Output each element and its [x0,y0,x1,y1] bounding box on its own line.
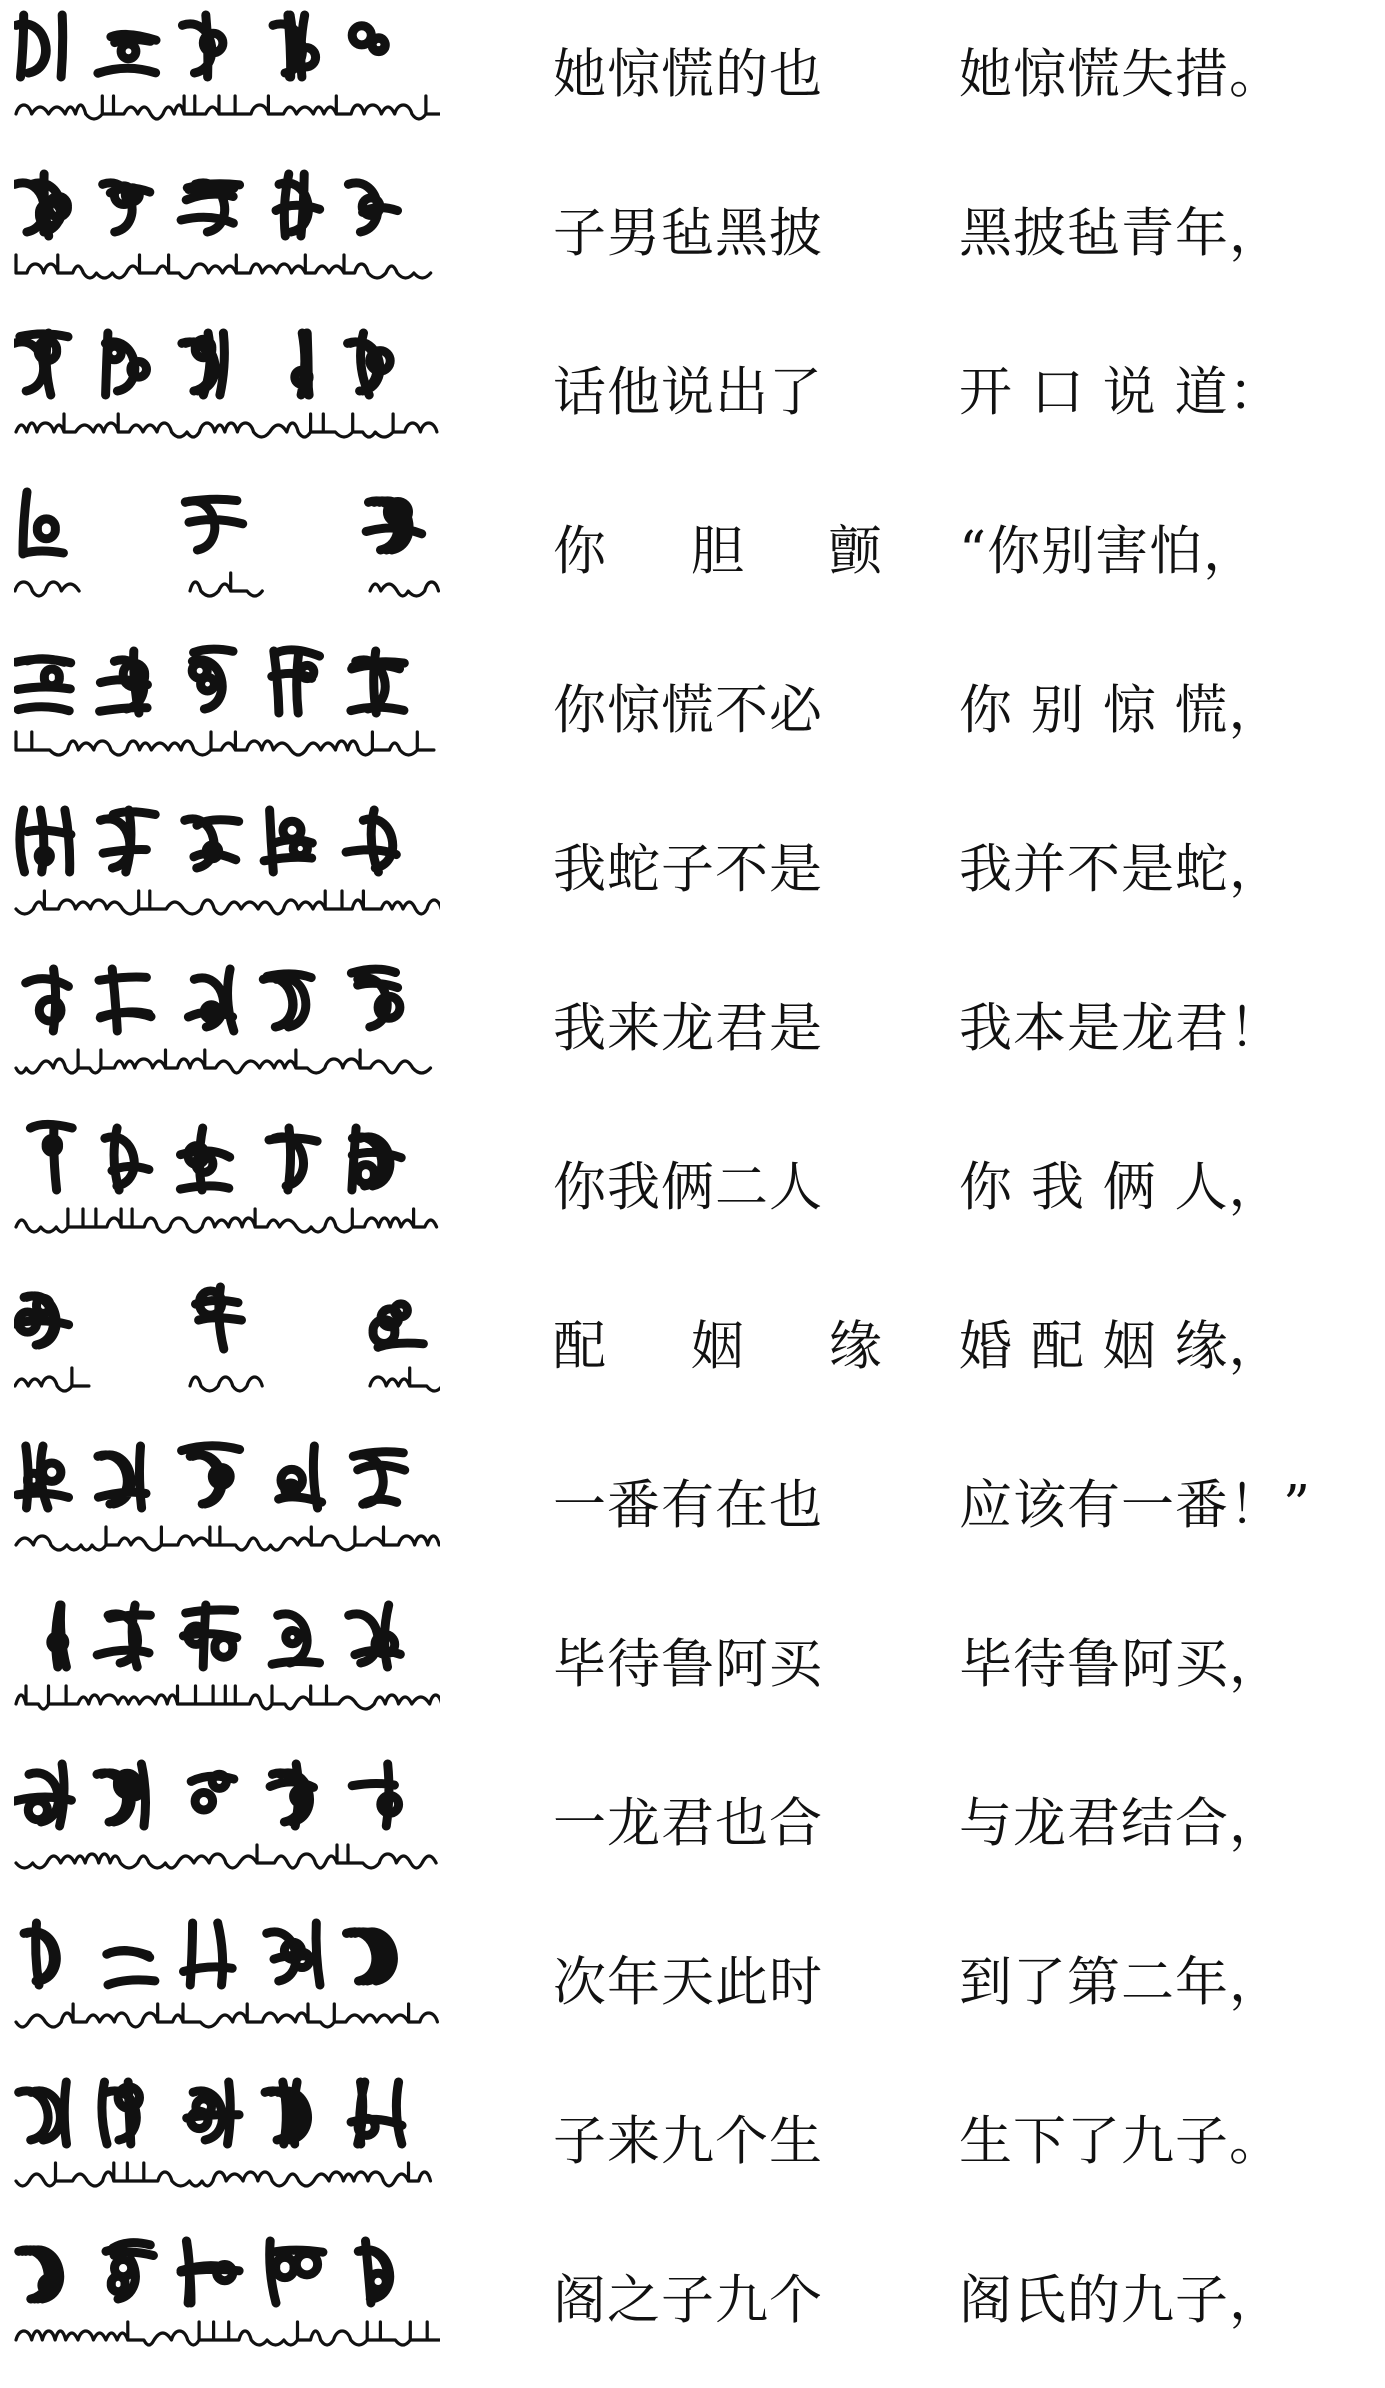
manuscript-glyph [272,1614,319,1664]
manuscript-glyph-strip [14,165,440,293]
manuscript-glyph [182,1446,240,1504]
verse-line [0,477,1385,636]
free-translation: 她惊慌失措。 [959,44,1283,105]
manuscript-glyph [263,974,311,1027]
manuscript-glyph [26,969,69,1031]
manuscript-glyphs-image [14,1914,440,2042]
manuscript-glyph-strip [14,960,440,1088]
manuscript-glyph-strip [14,1437,440,1565]
verse-line [0,1749,1385,1908]
manuscript-glyph [348,333,391,395]
manuscript-glyph [185,819,239,868]
manuscript-glyph [181,2241,239,2303]
manuscript-glyph [347,1932,394,1981]
manuscript-glyphs-image [14,1119,440,1247]
verse-line [0,636,1385,795]
free-translation: 婚 配 姻 缘， [959,1316,1283,1377]
manuscript-glyphs-image [14,1278,440,1406]
manuscript-glyph [15,174,68,236]
manuscript-glyph [270,1764,313,1826]
verse-line [0,954,1385,1113]
phonetic-script [15,582,79,596]
manuscript-glyphs-image [14,1437,440,1565]
manuscript-glyph [98,1446,146,1508]
phonetic-script [370,582,438,596]
manuscript-glyph [273,15,316,77]
manuscript-glyph [180,1128,229,1190]
manuscript-glyph [184,1923,233,1985]
literal-translation: 配 姻 缘 [553,1316,916,1377]
free-translation: 黑披毡青年， [959,203,1283,264]
manuscript-glyph-strip [14,2073,440,2201]
manuscript-glyph [351,969,400,1027]
literal-translation: 子男毡黑披 [553,203,823,264]
manuscript-glyph [265,2082,307,2144]
verse-line [0,1113,1385,1272]
manuscript-glyph-strip [14,1914,440,2042]
manuscript-glyph [351,651,404,713]
phonetic-script [16,732,434,755]
manuscript-glyph [353,1452,404,1504]
manuscript-glyph [51,1605,67,1667]
manuscript-glyph [279,1446,322,1508]
manuscript-glyph [19,2250,60,2299]
phonetic-script [16,1686,440,1709]
phonetic-script [16,2163,431,2186]
verse-line [0,1272,1385,1431]
manuscript-glyphs-image [14,483,440,611]
free-translation: 开 口 说 道： [959,362,1283,423]
manuscript-glyph [352,26,385,52]
manuscript-glyph-strip [14,1278,440,1406]
manuscript-glyph [16,15,63,77]
manuscript-glyph-strip [14,483,440,611]
manuscript-glyph [99,969,151,1031]
phonetic-script [16,1527,439,1550]
manuscript-glyph-strip [14,1755,440,1883]
manuscript-glyph [264,810,312,872]
verse-line [0,318,1385,477]
verse-line [0,1908,1385,2067]
verse-line [0,1431,1385,1590]
manuscript-glyph [23,492,63,554]
manuscript-glyph [187,2082,239,2144]
manuscript-glyph [352,1128,401,1190]
manuscript-glyph [373,1304,423,1347]
manuscript-glyph-strip [14,801,440,929]
manuscript-glyph [352,1764,398,1826]
manuscript-glyph [269,1128,317,1190]
literal-translation: 阁之子九个 [553,2270,823,2331]
literal-translation: 她惊慌的也 [553,44,823,105]
manuscript-glyph [100,810,155,872]
manuscript-glyph [196,1287,242,1349]
manuscript-glyph [102,2082,140,2144]
phonetic-script [16,255,431,278]
manuscript-glyph [346,810,396,872]
manuscript-glyph [105,333,146,395]
literal-translation: 一龙君也合 [553,1793,823,1854]
manuscript-glyph [106,2243,153,2299]
manuscript-glyph [295,333,309,395]
literal-translation: 你 胆 颤 [553,521,916,582]
manuscript-glyph [358,2241,389,2303]
manuscript-glyph [107,1951,155,1985]
manuscript-glyph [349,1605,401,1667]
phonetic-script [190,573,262,596]
manuscript-glyph [105,1128,149,1190]
manuscript-glyph [182,15,223,77]
verse-line [0,159,1385,318]
free-translation: “你别害怕， [959,521,1258,582]
manuscript-glyph [14,1764,71,1826]
literal-translation: 子来九个生 [553,2111,823,2172]
free-translation: 我并不是蛇， [959,839,1283,900]
free-translation: 到了第二年， [959,1952,1283,2013]
manuscript-glyph [348,183,397,232]
literal-translation: 我蛇子不是 [553,839,823,900]
manuscript-glyph [191,1774,234,1810]
manuscript-glyph [366,501,422,550]
free-translation: 你 我 俩 人， [959,1157,1283,1218]
manuscript-glyph [276,174,320,236]
phonetic-script [16,1209,437,1232]
phonetic-script [16,414,437,437]
literal-translation: 我来龙君是 [553,998,823,1059]
verse-line [0,0,1385,159]
free-translation: 毕待鲁阿买， [959,1634,1283,1695]
manuscript-glyph [16,659,71,711]
free-translation: 你 别 惊 慌， [959,680,1283,741]
manuscript-glyph [272,650,320,713]
phonetic-script [16,2004,437,2027]
manuscript-glyph-strip [14,2232,440,2360]
manuscript-glyph [351,2082,402,2144]
manuscript-glyph [270,2241,323,2303]
manuscript-glyph [183,1605,236,1667]
verse-line [0,2067,1385,2226]
manuscript-glyph [188,969,233,1031]
literal-translation: 毕待鲁阿买 [553,1634,823,1695]
literal-translation: 一番有在也 [553,1475,823,1536]
manuscript-glyph [185,499,242,550]
phonetic-script [16,1845,436,1868]
manuscript-glyphs-image [14,1755,440,1883]
manuscript-glyphs-image [14,642,440,770]
free-translation: 生下了九子。 [959,2111,1283,2172]
manuscript-glyph-strip [14,6,440,134]
free-translation: 应该有一番！” [959,1475,1312,1536]
manuscript-glyph [14,1296,69,1345]
manuscript-glyph [30,1124,72,1190]
manuscript-glyph [20,810,71,872]
verse-line [0,1590,1385,1749]
free-translation: 与龙君结合， [959,1793,1283,1854]
manuscript-glyph [182,333,224,395]
manuscript-glyph [192,649,233,709]
phonetic-script [16,891,440,914]
free-translation: 我本是龙君！ [959,998,1283,1059]
verse-line [0,795,1385,954]
manuscript-glyph-strip [14,1119,440,1247]
manuscript-glyphs-image [14,165,440,293]
manuscript-glyph [267,1923,320,1985]
phonetic-script [16,2322,440,2345]
manuscript-glyph [103,183,150,232]
literal-translation: 你惊慌不必 [553,680,823,741]
manuscript-glyph [14,333,68,395]
manuscript-glyph-strip [14,1596,440,1724]
manuscript-glyphs-image [14,324,440,452]
literal-translation: 话他说出了 [553,362,823,423]
phonetic-script [370,1368,440,1391]
manuscript-glyph [97,1605,150,1667]
phonetic-script [16,1050,430,1073]
manuscript-glyphs-image [14,2073,440,2201]
manuscript-glyphs-image [14,2232,440,2360]
manuscript-glyph [97,1764,146,1826]
manuscript-glyphs-image [14,801,440,929]
phonetic-script [16,96,440,119]
literal-translation: 次年天此时 [553,1952,823,2013]
literal-translation: 你我俩二人 [553,1157,823,1218]
manuscript-glyph [181,183,240,232]
phonetic-script [15,1368,89,1391]
manuscript-glyphs-image [14,6,440,134]
phonetic-script [190,1377,262,1391]
manuscript-glyph [19,2082,67,2144]
manuscript-glyph [17,1446,68,1508]
manuscript-glyphs-image [14,960,440,1088]
manuscript-glyph [24,1923,56,1985]
verse-line [0,2226,1385,2385]
manuscript-glyph [100,651,148,713]
manuscript-glyph-strip [14,642,440,770]
manuscript-glyphs-image [14,1596,440,1724]
free-translation: 阁氏的九子， [959,2270,1283,2331]
manuscript-glyph-strip [14,324,440,452]
manuscript-glyph [98,34,156,73]
